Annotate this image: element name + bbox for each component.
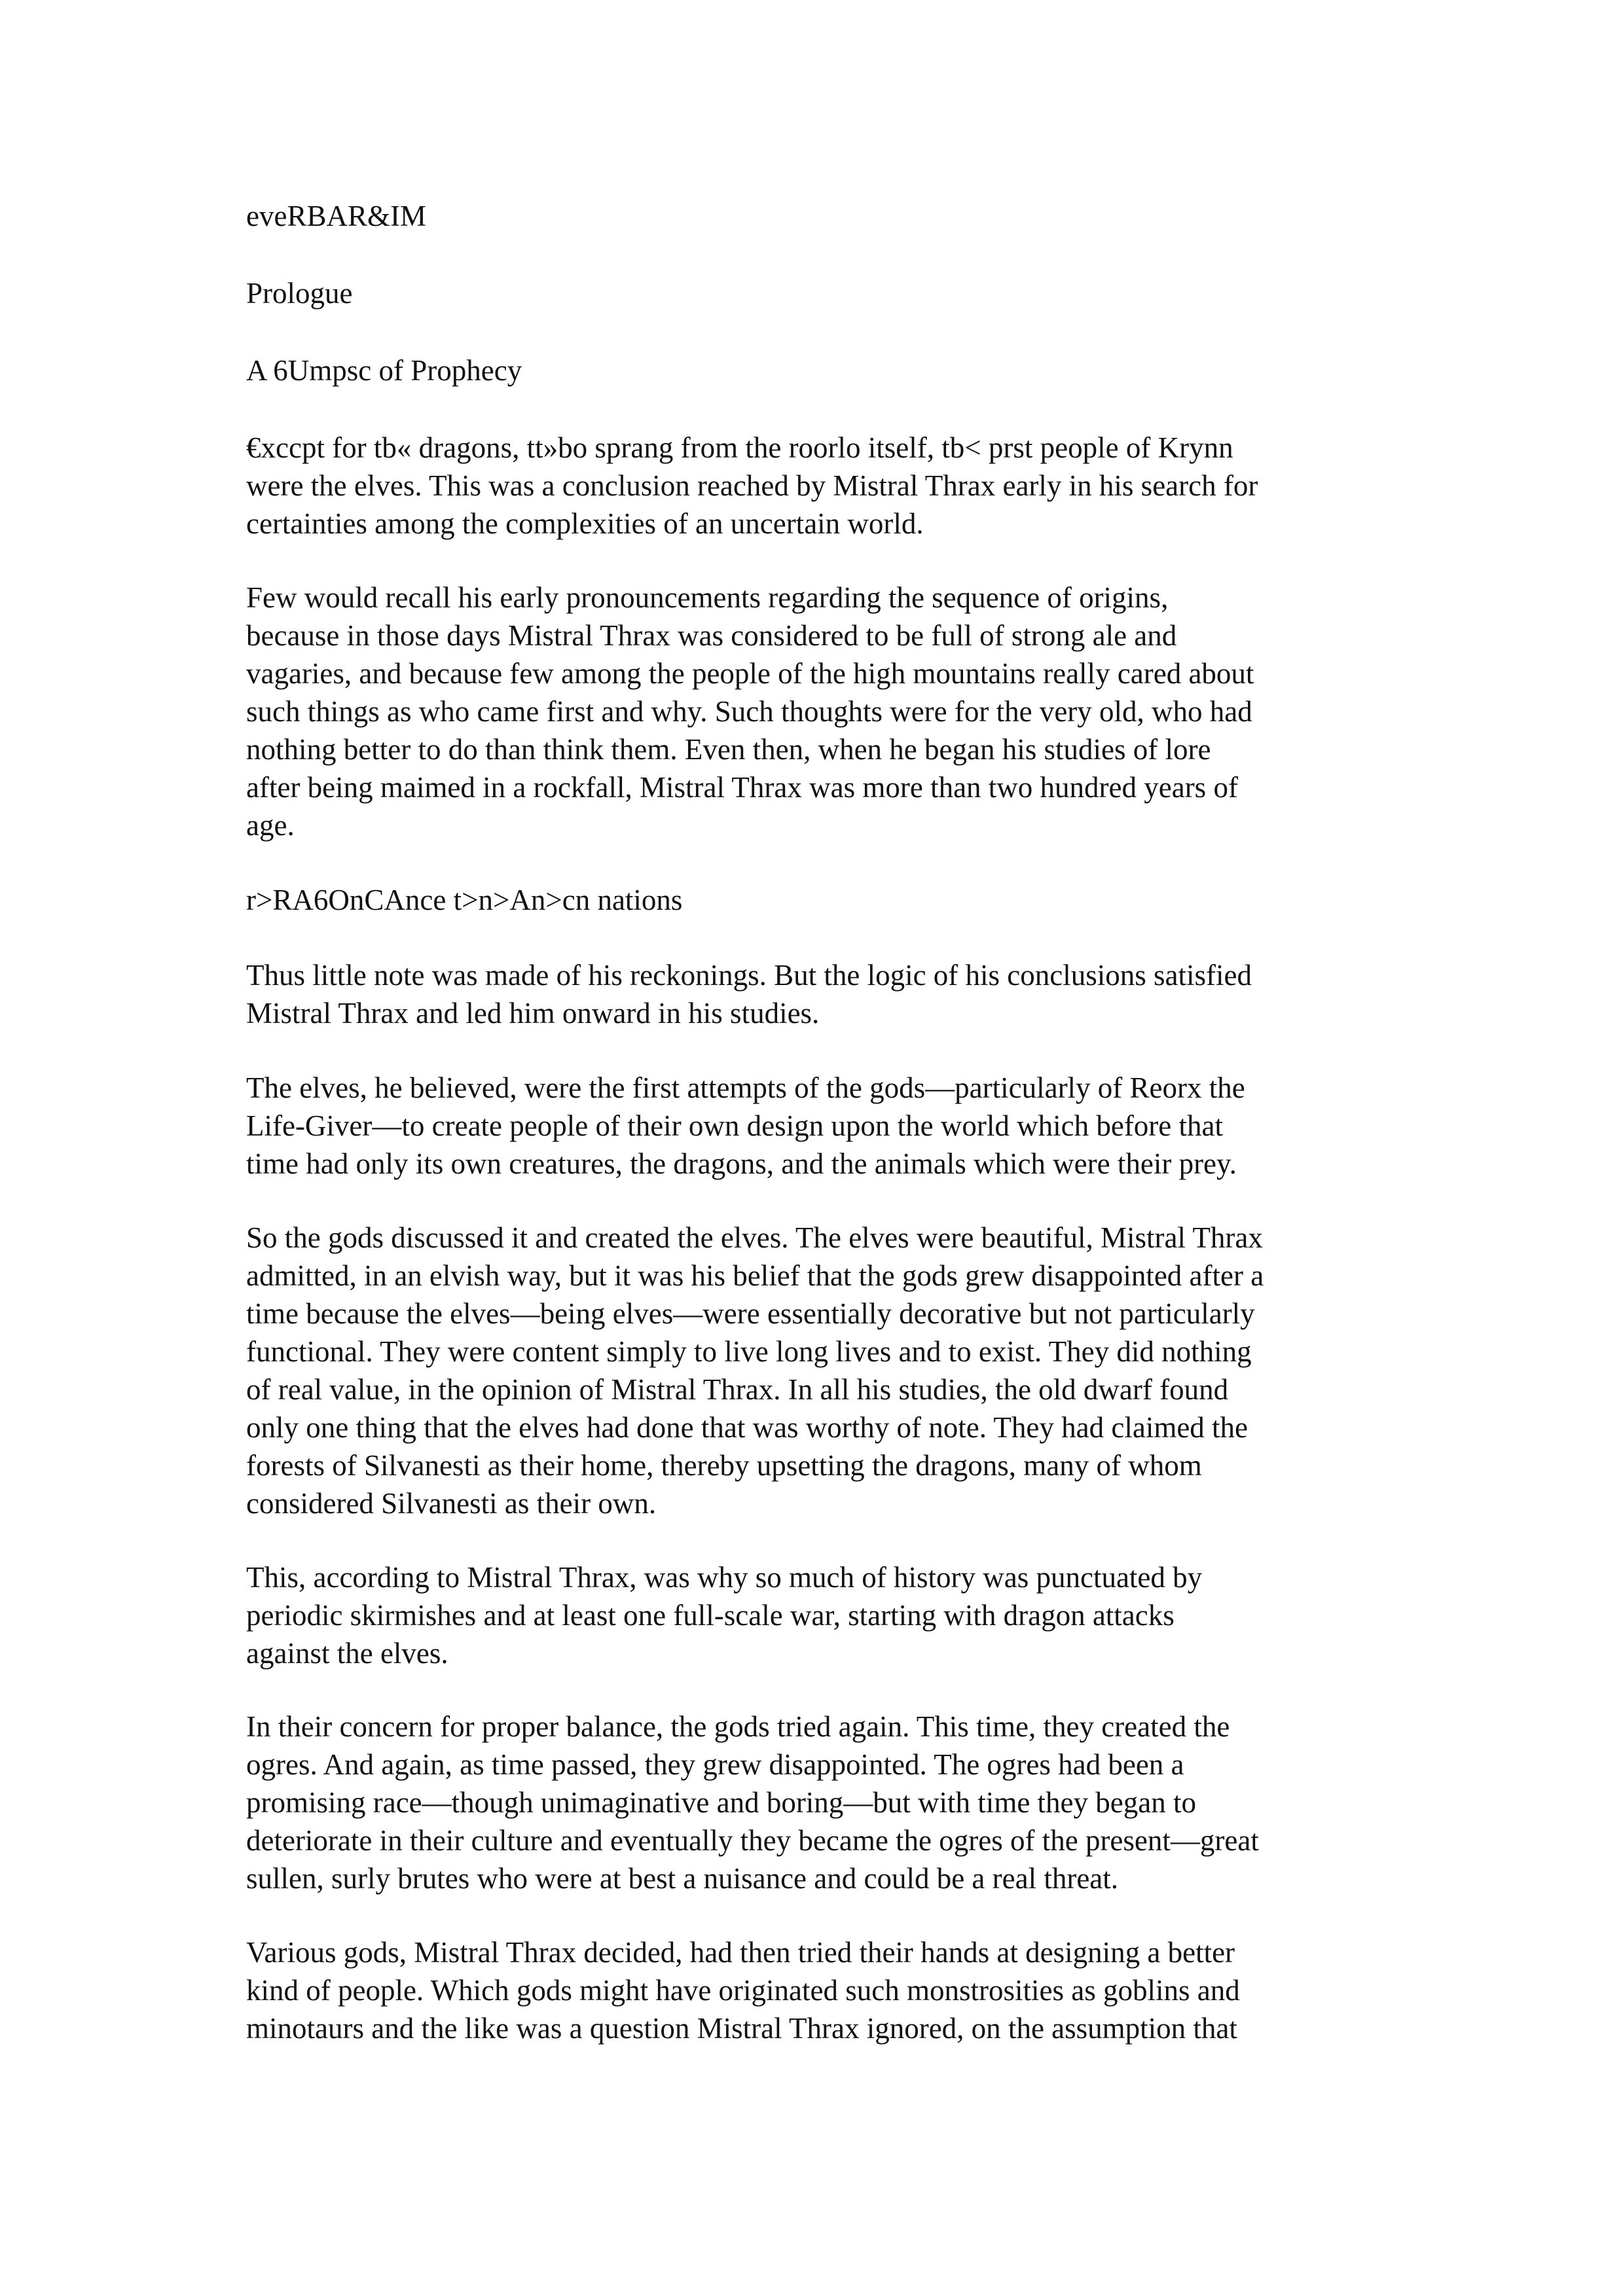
chapter-title: A 6Umpsc of Prophecy [246,354,522,387]
text-line: certainties among the complexities of an uncertain world. [246,507,924,540]
text-line: of real value, in the opinion of Mistral Thrax. In all his studies, the old dwarf found [246,1373,1229,1406]
text-line: minotaurs and the like was a question Mistral Thrax ignored, on the assumption that [246,2012,1237,2045]
text-line: Thus little note was made of his reckonings. But the logic of his conclusions satisfied [246,959,1252,992]
text-line: Life-Giver—to create people of their own design upon the world which before that [246,1109,1223,1142]
text-line: vagaries, and because few among the people of the high mountains really cared about [246,657,1254,690]
text-line: The elves, he believed, were the first attempts of the gods—particularly of Reorx the [246,1071,1245,1104]
text-line: So the gods discussed it and created the elves. The elves were beautiful, Mistral Thrax [246,1221,1263,1254]
text-line: sullen, surly brutes who were at best a nuisance and could be a real threat. [246,1862,1119,1895]
text-line: nothing better to do than think them. Even then, when he began his studies of lore [246,733,1211,766]
text-line: against the elves. [246,1637,448,1670]
text-line: admitted, in an elvish way, but it was his belief that the gods grew disappointed after a [246,1259,1264,1292]
text-line: only one thing that the elves had done that was worthy of note. They had claimed the [246,1411,1249,1444]
text-line: forests of Silvanesti as their home, thereby upsetting the dragons, many of whom [246,1449,1202,1482]
running-header: eveRBAR&IM [246,200,426,232]
text-line: kind of people. Which gods might have originated such monstrosities as goblins and [246,1974,1240,2007]
text-line: functional. They were content simply to live long lives and to exist. They did nothing [246,1335,1252,1368]
text-line: considered Silvanesti as their own. [246,1487,657,1520]
text-line: time had only its own creatures, the dragons, and the animals which were their prey. [246,1147,1237,1180]
text-line: In their concern for proper balance, the gods tried again. This time, they created the [246,1710,1230,1743]
text-line: after being maimed in a rockfall, Mistral Thrax was more than two hundred years of [246,771,1238,804]
text-line: r>RA6OnCAnce t>n>An>cn nations [246,884,683,916]
paragraph-9 [246,1933,1389,2047]
paragraph-6 [246,1219,1389,1522]
text-line: Mistral Thrax and led him onward in his studies. [246,997,820,1030]
paragraph-1 [246,429,1389,543]
paragraph-7 [246,1558,1389,1672]
text-line: such things as who came first and why. Such thoughts were for the very old, who had [246,695,1252,728]
text-line: age. [246,809,295,842]
text-line: Few would recall his early pronouncements regarding the sequence of origins, [246,581,1169,614]
text-line: because in those days Mistral Thrax was considered to be full of strong ale and [246,619,1177,652]
paragraph-4 [246,956,1389,1032]
paragraph-8 [246,1708,1389,1897]
paragraph-2 [246,579,1389,844]
text-line: ogres. And again, as time passed, they grew disappointed. The ogres had been a [246,1748,1184,1781]
text-line: promising race—though unimaginative and boring—but with time they began to [246,1786,1196,1819]
text-line: This, according to Mistral Thrax, was why so much of history was punctuated by [246,1561,1203,1594]
text-line: time because the elves—being elves—were essentially decorative but not particularly [246,1297,1255,1330]
text-line: Various gods, Mistral Thrax decided, had then tried their hands at designing a better [246,1936,1235,1969]
section-label: Prologue [246,277,353,310]
text-line: deteriorate in their culture and eventually they became the ogres of the present—great [246,1824,1259,1857]
text-line: were the elves. This was a conclusion reached by Mistral Thrax early in his search for [246,469,1258,502]
text-line: €xccpt for tb« dragons, tt»bo sprang from the roorlo itself, tb< prst people of Krynn [246,431,1233,464]
paragraph-5 [246,1069,1389,1183]
text-line: periodic skirmishes and at least one full-scale war, starting with dragon attacks [246,1599,1175,1632]
paragraph-3 [246,881,1389,919]
